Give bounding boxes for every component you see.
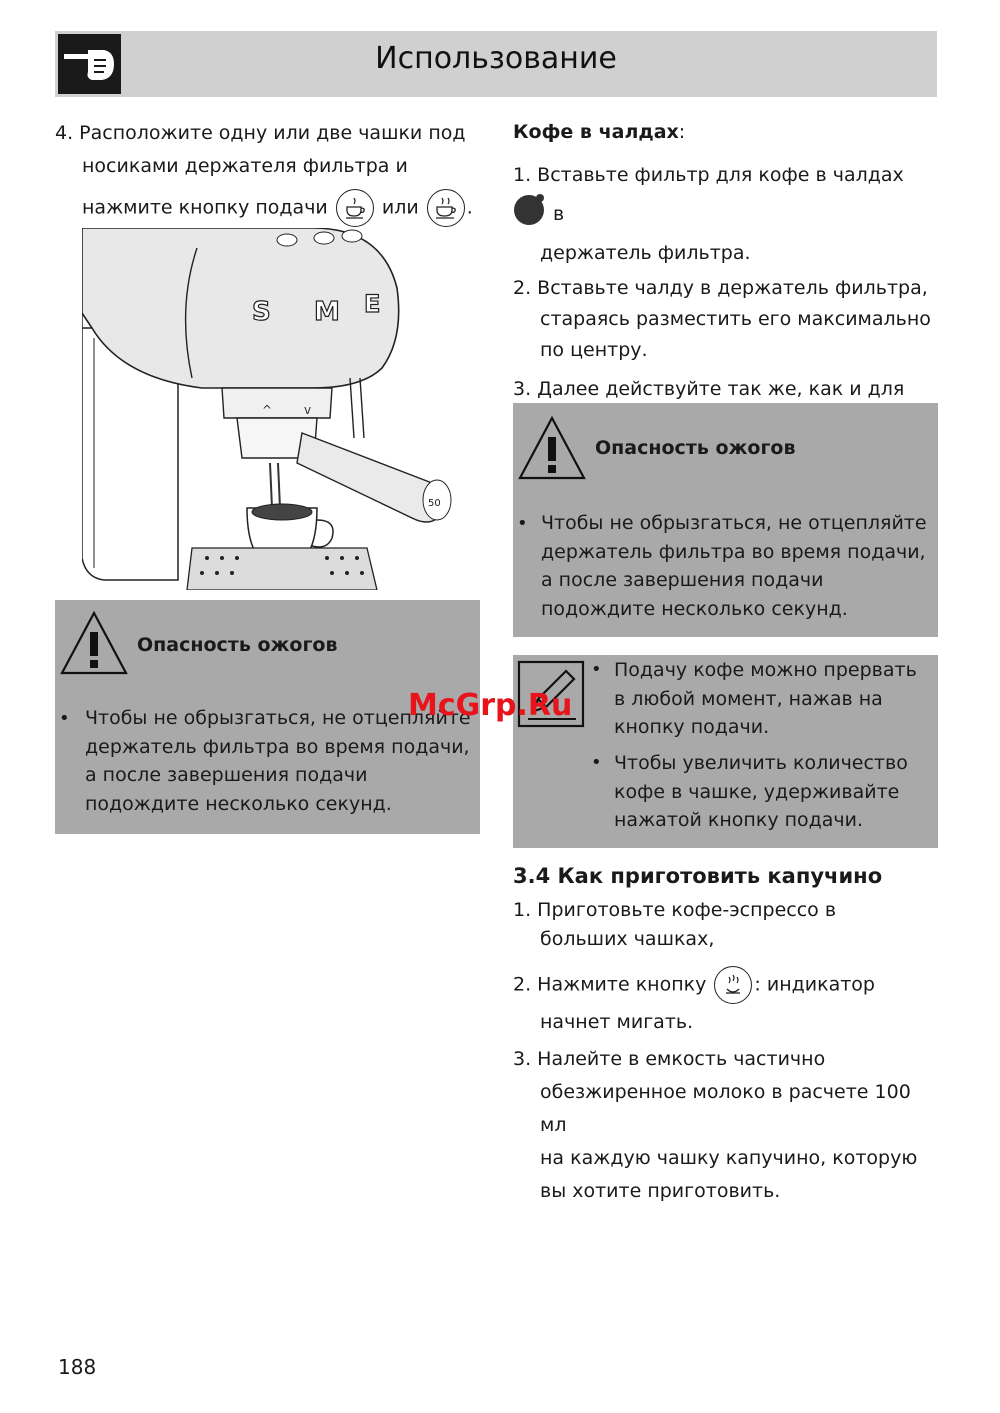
warning-triangle-icon	[59, 610, 129, 680]
svg-text:M: M	[314, 297, 340, 327]
step4-line1: 4. Расположите одну или две чашки под	[55, 122, 466, 144]
page-header	[55, 31, 937, 97]
warning-line: подождите несколько секунд.	[85, 792, 392, 815]
page-title: Использование	[375, 41, 617, 76]
cappuccino-step2-indicator: : индикатор	[754, 973, 875, 996]
cappuccino-step2	[513, 966, 938, 1004]
warning-line: держатель фильтра во время подачи,	[541, 540, 926, 563]
warning-line: держатель фильтра во время подачи,	[85, 735, 470, 758]
page-number: 188	[58, 1355, 97, 1379]
double-cup-button-icon	[427, 189, 465, 227]
warning-line: Чтобы не обрызгаться, не отцепляйте	[541, 512, 927, 534]
cappuccino-step3-line4: вы хотите приготовить.	[540, 1180, 781, 1202]
note-bullet-2	[614, 749, 908, 835]
svg-text:S: S	[252, 297, 271, 327]
warning-line: подождите несколько секунд.	[541, 597, 848, 620]
step-4	[55, 117, 480, 227]
pods-step1-cont: держатель фильтра.	[540, 242, 751, 264]
cappuccino-section	[513, 864, 938, 1208]
cappuccino-step3-line1: 3. Налейте в емкость частично	[513, 1048, 826, 1070]
cappuccino-step1-line2: больших чашках,	[540, 928, 715, 950]
steam-button-icon	[714, 966, 752, 1004]
single-cup-button-icon	[336, 189, 374, 227]
svg-text:^: ^	[262, 403, 273, 417]
bullet-dot: •	[591, 659, 602, 680]
pods-section	[513, 116, 938, 439]
cappuccino-step2-text: 2. Нажмите кнопку	[513, 973, 707, 996]
pods-step1-in: в	[553, 203, 565, 225]
step4-line3	[55, 189, 480, 227]
note-line: Подачу кофе можно прервать	[614, 659, 917, 681]
pods-step2-line2: стараясь разместить его максимально	[540, 308, 931, 330]
note-line: кофе в чашке, удерживайте	[614, 780, 900, 803]
coffee-pod-icon	[513, 192, 547, 237]
step4-line2: носиками держателя фильтра и	[82, 155, 408, 177]
bullet-dot: •	[59, 708, 70, 729]
step4-text-b: или	[381, 196, 419, 219]
cappuccino-step2-cont: начнет мигать.	[540, 1011, 694, 1033]
section-title: 3.4 Как приготовить капучино	[513, 864, 883, 888]
cappuccino-step3-line2: обезжиренное молоко в расчете 100 мл	[540, 1081, 911, 1136]
warning-line: а после завершения подачи	[85, 764, 368, 786]
warning-line: Чтобы не обрызгаться, не отцепляйте	[85, 707, 471, 729]
warning-line: а после завершения подачи	[541, 569, 824, 591]
note-line: нажатой кнопку подачи.	[614, 809, 864, 831]
svg-text:50: 50	[428, 498, 441, 509]
svg-text:v: v	[304, 403, 312, 417]
burn-warning-box-right	[513, 403, 938, 637]
note-box	[513, 655, 938, 848]
bullet-dot: •	[591, 752, 602, 773]
warning-title: Опасность ожогов	[137, 634, 338, 656]
svg-text:E: E	[364, 290, 381, 318]
note-bullet-1	[614, 656, 917, 742]
cappuccino-step3-line3: на каждую чашку капучино, которую	[540, 1147, 918, 1169]
pods-step3-line1: 3. Далее действуйте так же, как и для	[513, 378, 905, 400]
pods-step1-text: 1. Вставьте фильтр для кофе в чалдах	[513, 164, 904, 186]
pods-step1	[513, 159, 938, 237]
step4-text-c: .	[466, 196, 473, 219]
bullet-dot: •	[517, 513, 528, 534]
cappuccino-step1-line1: 1. Приготовьте кофе-эспрессо в	[513, 899, 837, 921]
smeg-espresso-machine-illustration	[82, 228, 456, 590]
watermark: McGrp.Ru	[408, 688, 573, 723]
warning-title: Опасность ожогов	[595, 437, 796, 459]
warning-text	[541, 509, 927, 623]
note-line: в любой момент, нажав на	[614, 687, 883, 710]
note-line: кнопку подачи.	[614, 716, 770, 738]
pods-title-colon: :	[678, 121, 686, 143]
pods-step2-line3: по центру.	[540, 339, 648, 361]
pods-step2-line1: 2. Вставьте чалду в держатель фильтра,	[513, 277, 928, 299]
step4-text-a: нажмите кнопку подачи	[82, 196, 328, 219]
warning-triangle-icon	[517, 415, 587, 485]
note-line: Чтобы увеличить количество	[614, 752, 908, 774]
pods-title-text: Кофе в чалдах	[513, 121, 679, 143]
pods-title	[513, 116, 938, 149]
